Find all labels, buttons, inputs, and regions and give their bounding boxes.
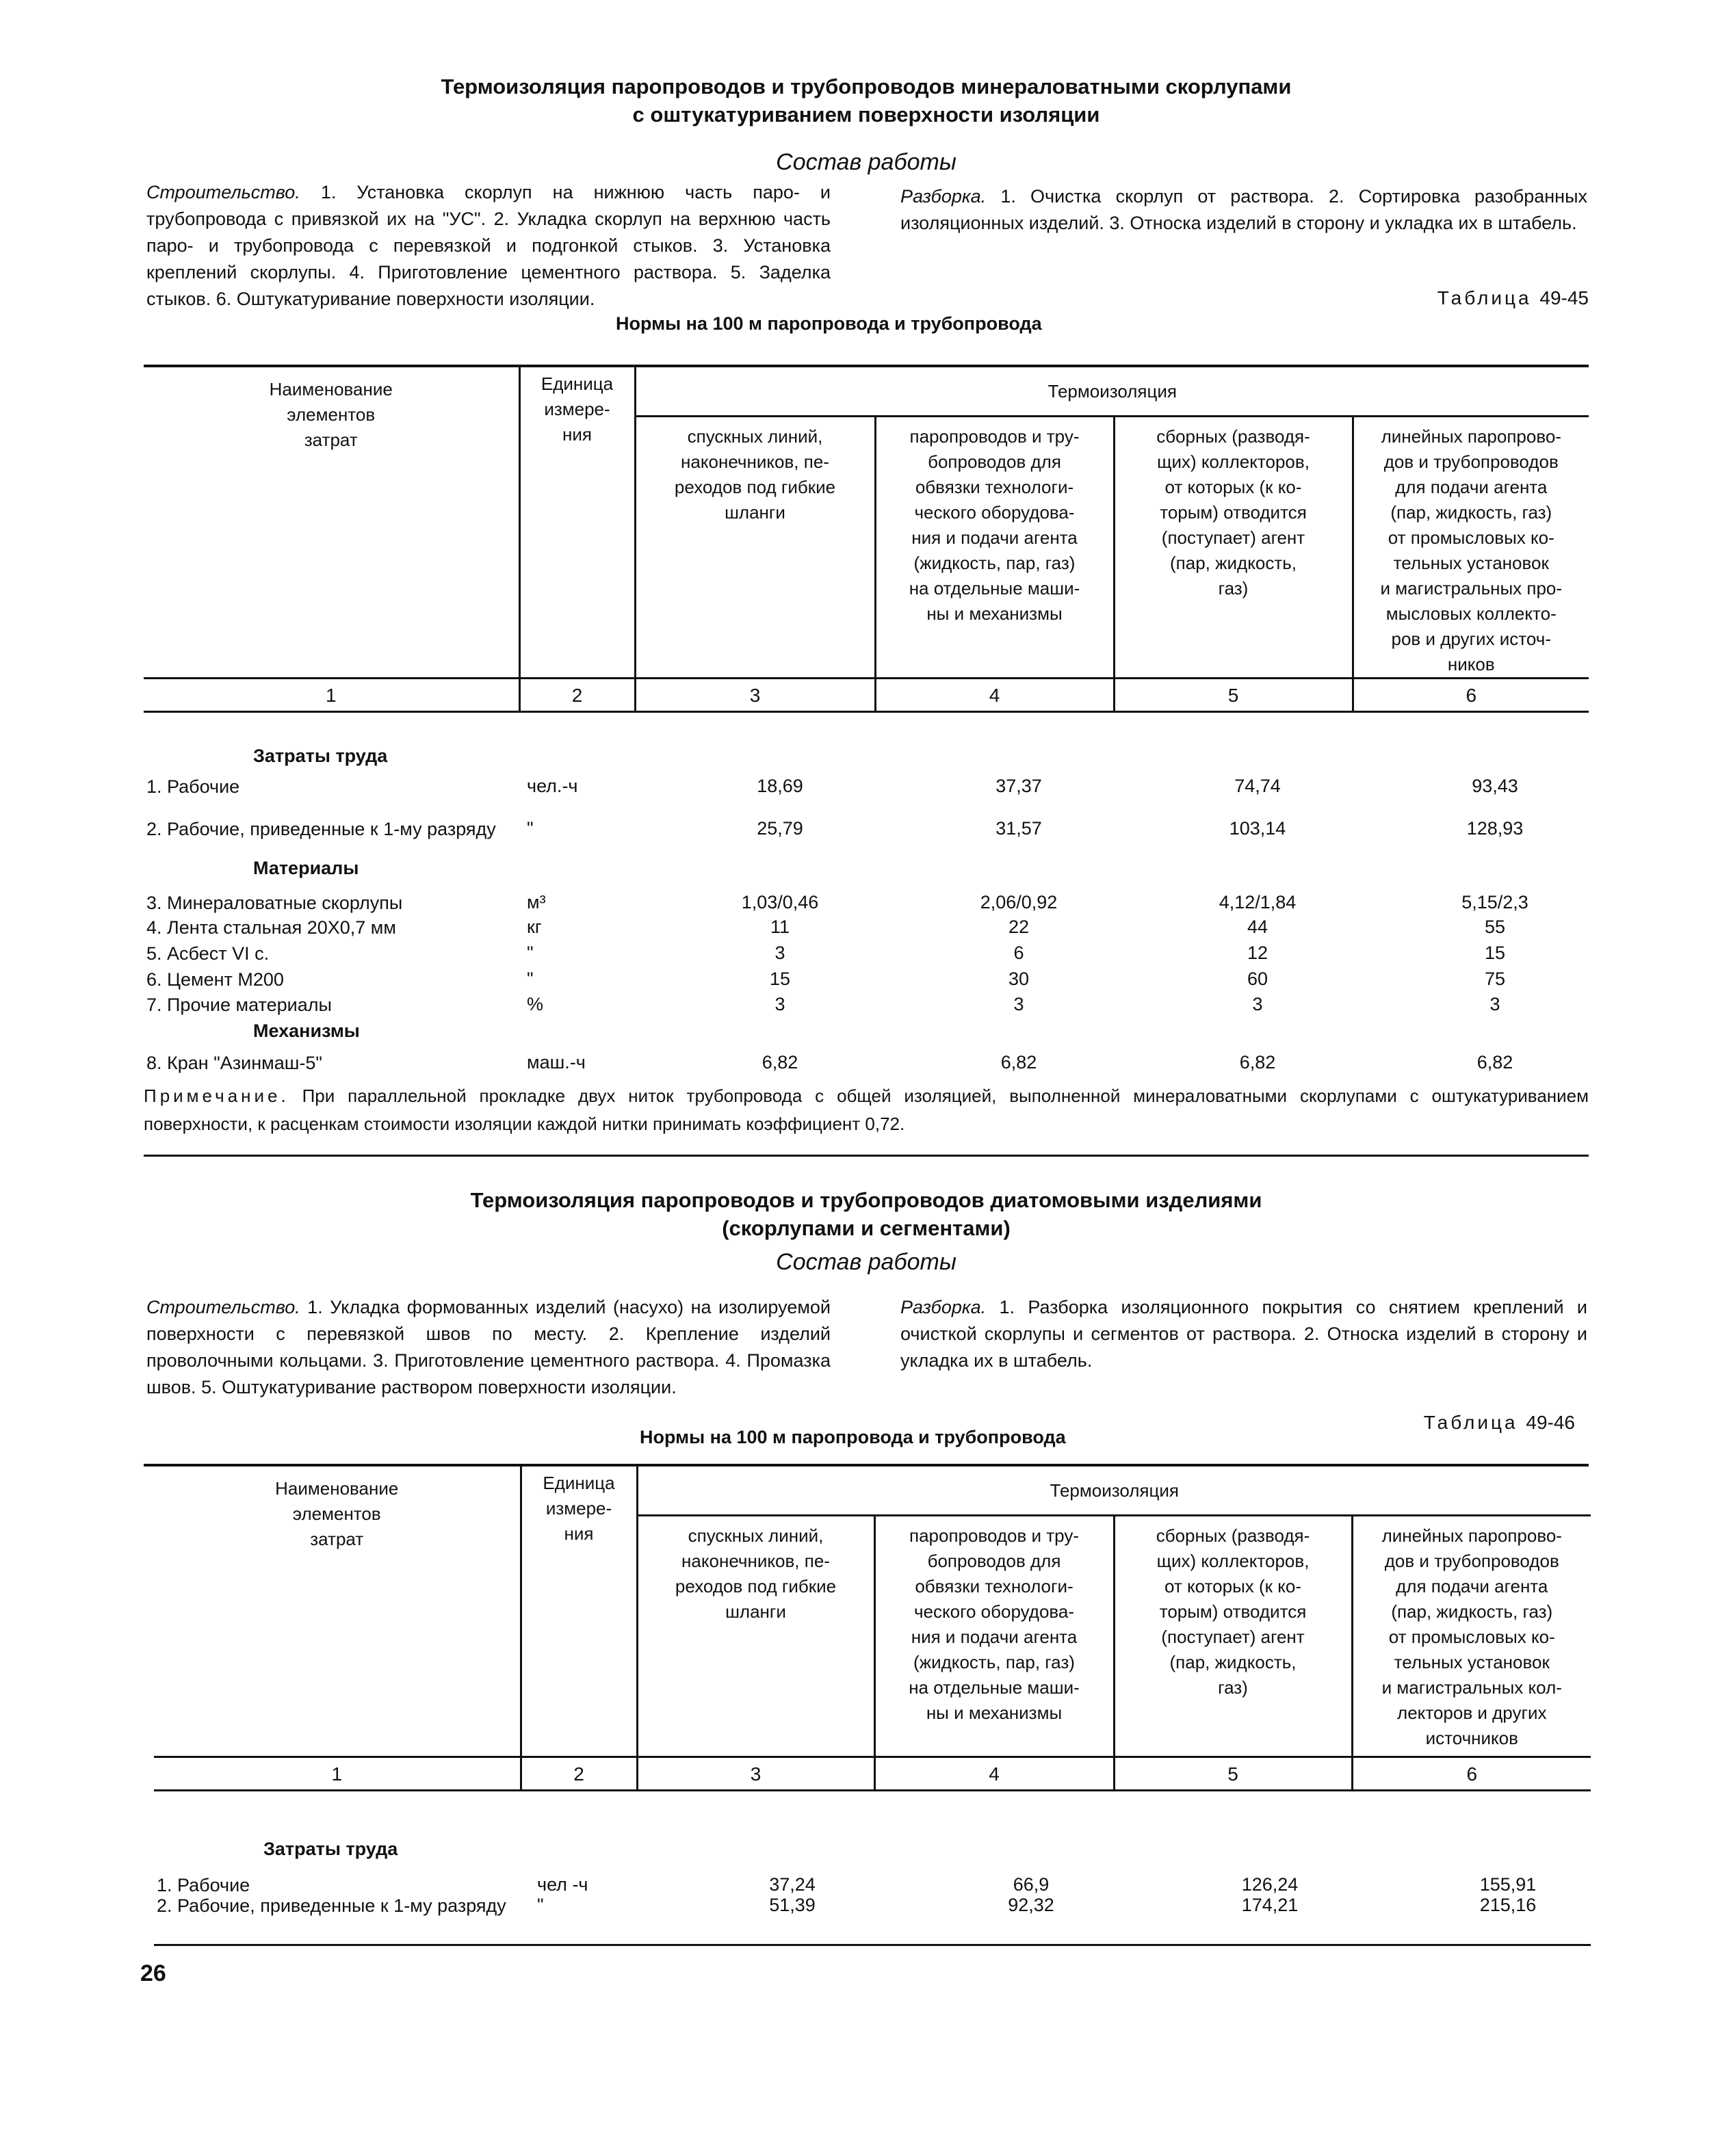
value-col-5: 6,82 — [1239, 1052, 1276, 1073]
construction-label: Строительство. — [146, 182, 300, 202]
header-unit: Единица измере- ния — [521, 1467, 637, 1757]
work-composition-heading: Состав работы — [776, 1249, 956, 1275]
section-divider — [144, 1155, 1589, 1157]
table-49-45-body — [144, 746, 1589, 1088]
construction-label: Строительство. — [146, 1297, 300, 1317]
table-label-word: Таблица — [1423, 1412, 1518, 1433]
value-col-5: 174,21 — [1241, 1895, 1299, 1915]
title-line: (скорлупами и сегментами) — [722, 1216, 1011, 1240]
value-col-4: 92,32 — [1008, 1895, 1054, 1915]
table-bottom-rule — [154, 1944, 1591, 1946]
note-label: Примечание. — [144, 1086, 289, 1106]
header-row — [154, 1467, 1591, 1516]
value-col-6: 215,16 — [1479, 1895, 1537, 1915]
column-number: 1 — [154, 1757, 521, 1791]
header-col-5: сборных (разводя- щих) коллекторов, от которых (к ко- торым) отводится (поступает) агент (пар, жидкость, газ) — [1114, 417, 1353, 679]
value-col-5: 12 — [1247, 943, 1268, 963]
table-49-45-header — [144, 367, 1589, 713]
value-col-4: 3 — [1013, 994, 1024, 1014]
disassembly-text — [900, 1294, 1587, 1374]
column-numbers-row — [144, 679, 1589, 712]
norms-caption: Нормы на 100 м паропровода и трубопровода — [616, 313, 1042, 334]
header-thermoisolation: Термоизоляция — [635, 367, 1589, 417]
header-thermoisolation: Термоизоляция — [637, 1467, 1591, 1516]
cost-element-name: 6. Цемент М200 — [146, 969, 284, 990]
cost-element-name: 5. Асбест VI с. — [146, 943, 270, 964]
header-col-5: сборных (разводя- щих) коллекторов, от которых (к ко- торым) отводится (поступает) агент (пар, жидкость, газ) — [1114, 1516, 1352, 1757]
value-col-6: 3 — [1489, 994, 1500, 1014]
section-heading-row — [144, 1021, 1589, 1047]
disassembly-body: 1. Разборка изоляционного покрытия со снятием креплений и очисткой скорлупы и сегментов от раствора. 2. Относка изделий в сторону и укладка их в штабель. — [900, 1297, 1587, 1371]
value-col-6: 75 — [1484, 969, 1506, 989]
value-col-3: 6,82 — [762, 1052, 798, 1073]
norms-caption: Нормы на 100 м паропровода и трубопровода — [640, 1427, 1066, 1447]
unit: " — [527, 943, 534, 963]
table-row — [154, 1895, 1599, 1921]
column-number: 4 — [875, 679, 1114, 712]
value-col-3: 11 — [770, 917, 790, 937]
column-numbers-row — [154, 1757, 1591, 1791]
table-row — [144, 776, 1589, 802]
unit: " — [527, 969, 534, 989]
table-label — [1437, 287, 1589, 309]
value-col-6: 15 — [1484, 943, 1506, 963]
table-row — [144, 1052, 1589, 1078]
header-col-3: спускных линий, наконечников, пе- реходов под гибкие шланги — [635, 417, 875, 679]
value-col-4: 30 — [1008, 969, 1030, 989]
construction-body: 1. Укладка формованных изделий (насухо) на изолируемой поверхности с перевязкой швов по месту. 2. Крепление изделий проволочными кольцами. 3. Приготовление цементного раствора. 4. Промазка швов. 5. Оштукатуривание раствором поверхности изоляции. — [146, 1297, 831, 1397]
section-heading: Материалы — [253, 858, 359, 878]
title-line: Термоизоляция паропроводов и трубопроводов минераловатными скорлупами — [441, 75, 1292, 98]
column-number: 5 — [1114, 1757, 1352, 1791]
value-col-5: 3 — [1252, 994, 1263, 1014]
section-1-title — [144, 73, 1589, 129]
header-row — [144, 367, 1589, 417]
value-col-3: 15 — [769, 969, 791, 989]
disassembly-text — [900, 183, 1587, 237]
construction-body: 1. Установка скорлуп на нижнюю часть паро- и трубопровода с привязкой их на "УС". 2. Укладка скорлуп на верхнюю часть паро- и трубопровода с перевязкой и подгонкой стыков. 3. Установка креплений скорлупы. 4. Приготовление цементного раствора. 5. Заделка стыков. 6. Оштукатуривание поверхности изоляции. — [146, 182, 831, 309]
work-composition-heading: Состав работы — [776, 149, 956, 175]
value-col-3: 1,03/0,46 — [741, 892, 819, 912]
table-row — [144, 892, 1589, 918]
note — [144, 1082, 1589, 1138]
value-col-5: 60 — [1247, 969, 1268, 989]
table-row — [144, 818, 1589, 844]
table-row — [144, 943, 1589, 969]
unit: % — [527, 994, 544, 1014]
note-text: При параллельной прокладке двух ниток трубопровода с общей изоляцией, выполненной минераловатными скорлупами с оштукатуриванием поверхности, к расценкам стоимости изоляции каждой нитки принимать коэффициент 0,72. — [144, 1086, 1589, 1134]
header-col-6: линейных паропрово- дов и трубопроводов для подачи агента (пар, жидкость, газ) от промысловых ко- тельных установок и магистральных про- мысловых коллекто- ров и других источ- ников — [1353, 417, 1589, 679]
disassembly-label: Разборка. — [900, 1297, 987, 1317]
header-col-3: спускных линий, наконечников, пе- реходов под гибкие шланги — [637, 1516, 874, 1757]
value-col-5: 44 — [1247, 917, 1268, 937]
header-col-6: линейных паропрово- дов и трубопроводов для подачи агента (пар, жидкость, газ) от промысловых ко- тельных установок и магистральных кол- лекторов и других источников — [1352, 1516, 1591, 1757]
value-col-4: 31,57 — [995, 818, 1042, 839]
header-col-4: паропроводов и тру- бопроводов для обвязки технологи- ческого оборудова- ния и подачи агента (жидкость, пар, газ) на отдельные маши- ны и механизмы — [874, 1516, 1114, 1757]
unit: маш.-ч — [527, 1052, 586, 1073]
table-row — [144, 994, 1589, 1020]
section-heading-row — [144, 858, 1589, 884]
table-row — [144, 969, 1589, 995]
unit: м³ — [527, 892, 546, 912]
column-number: 6 — [1353, 679, 1589, 712]
cost-element-name: 7. Прочие материалы — [146, 995, 332, 1015]
page-number: 26 — [140, 1960, 166, 1986]
value-col-6: 6,82 — [1476, 1052, 1513, 1073]
title-line: Термоизоляция паропроводов и трубопроводов диатомовыми изделиями — [470, 1188, 1262, 1212]
cost-element-name: 1. Рабочие — [157, 1875, 250, 1895]
unit: чел.-ч — [527, 776, 578, 796]
section-heading: Затраты труда — [263, 1839, 398, 1859]
column-number: 2 — [521, 1757, 637, 1791]
section-heading: Затраты труда — [253, 746, 388, 766]
column-number: 5 — [1114, 679, 1353, 712]
unit: кг — [527, 917, 542, 937]
disassembly-label: Разборка. — [900, 186, 987, 207]
cost-element-name: 4. Лента стальная 20Х0,7 мм — [146, 917, 396, 938]
table-49-46-header — [154, 1467, 1591, 1791]
column-number: 2 — [519, 679, 635, 712]
value-col-4: 6 — [1013, 943, 1024, 963]
cost-element-name: 1. Рабочие — [146, 776, 240, 797]
unit: " — [527, 818, 534, 839]
unit: " — [537, 1895, 544, 1915]
cost-element-name: 2. Рабочие, приведенные к 1-му разряду — [146, 819, 496, 839]
table-row — [144, 917, 1589, 943]
value-col-6: 5,15/2,3 — [1461, 892, 1528, 912]
value-col-3: 3 — [775, 994, 785, 1014]
header-name: Наименование элементов затрат — [275, 1478, 399, 1549]
value-col-4: 66,9 — [1013, 1874, 1050, 1895]
value-col-3: 3 — [775, 943, 785, 963]
table-number: 49-46 — [1526, 1412, 1575, 1433]
unit: чел -ч — [537, 1874, 588, 1895]
column-number: 4 — [874, 1757, 1114, 1791]
value-col-4: 37,37 — [995, 776, 1042, 796]
value-col-4: 2,06/0,92 — [980, 892, 1058, 912]
column-number: 3 — [637, 1757, 874, 1791]
header-name: Наименование элементов затрат — [269, 379, 393, 450]
construction-text — [146, 179, 831, 313]
value-col-5: 74,74 — [1234, 776, 1281, 796]
table-49-46-body — [154, 1839, 1599, 1941]
value-col-5: 103,14 — [1229, 818, 1286, 839]
value-col-3: 25,79 — [757, 818, 803, 839]
header-table — [154, 1467, 1591, 1791]
value-col-5: 126,24 — [1241, 1874, 1299, 1895]
header-col-4: паропроводов и тру- бопроводов для обвязки технологи- ческого оборудова- ния и подачи агента (жидкость, пар, газ) на отдельные маши- ны и механизмы — [875, 417, 1114, 679]
value-col-6: 55 — [1484, 917, 1506, 937]
table-label — [1424, 1412, 1575, 1434]
construction-text — [146, 1294, 831, 1401]
value-col-4: 22 — [1008, 917, 1030, 937]
header-table — [144, 367, 1589, 713]
section-heading-row — [154, 1839, 1599, 1865]
value-col-3: 51,39 — [769, 1895, 816, 1915]
column-number: 6 — [1352, 1757, 1591, 1791]
column-number: 3 — [635, 679, 875, 712]
value-col-4: 6,82 — [1000, 1052, 1037, 1073]
column-number: 1 — [144, 679, 519, 712]
disassembly-body: 1. Очистка скорлуп от раствора. 2. Сортировка разобранных изоляционных изделий. 3. Относка изделий в сторону и укладка их в штабель. — [900, 186, 1587, 233]
value-col-5: 4,12/1,84 — [1219, 892, 1297, 912]
table-number: 49-45 — [1539, 287, 1589, 308]
value-col-6: 93,43 — [1472, 776, 1518, 796]
value-col-3: 37,24 — [769, 1874, 816, 1895]
cost-element-name: 2. Рабочие, приведенные к 1-му разряду — [157, 1895, 506, 1916]
cost-element-name: 8. Кран "Азинмаш-5" — [146, 1053, 322, 1073]
value-col-6: 128,93 — [1466, 818, 1524, 839]
section-heading: Механизмы — [253, 1021, 360, 1041]
table-label-word: Таблица — [1437, 287, 1532, 308]
value-col-3: 18,69 — [757, 776, 803, 796]
cost-element-name: 3. Минераловатные скорлупы — [146, 893, 403, 913]
value-col-6: 155,91 — [1479, 1874, 1537, 1895]
header-unit: Единица измере- ния — [519, 367, 635, 679]
section-heading-row — [144, 746, 1589, 772]
title-line: с оштукатуриванием поверхности изоляции — [632, 103, 1100, 127]
section-2-title — [144, 1186, 1589, 1242]
